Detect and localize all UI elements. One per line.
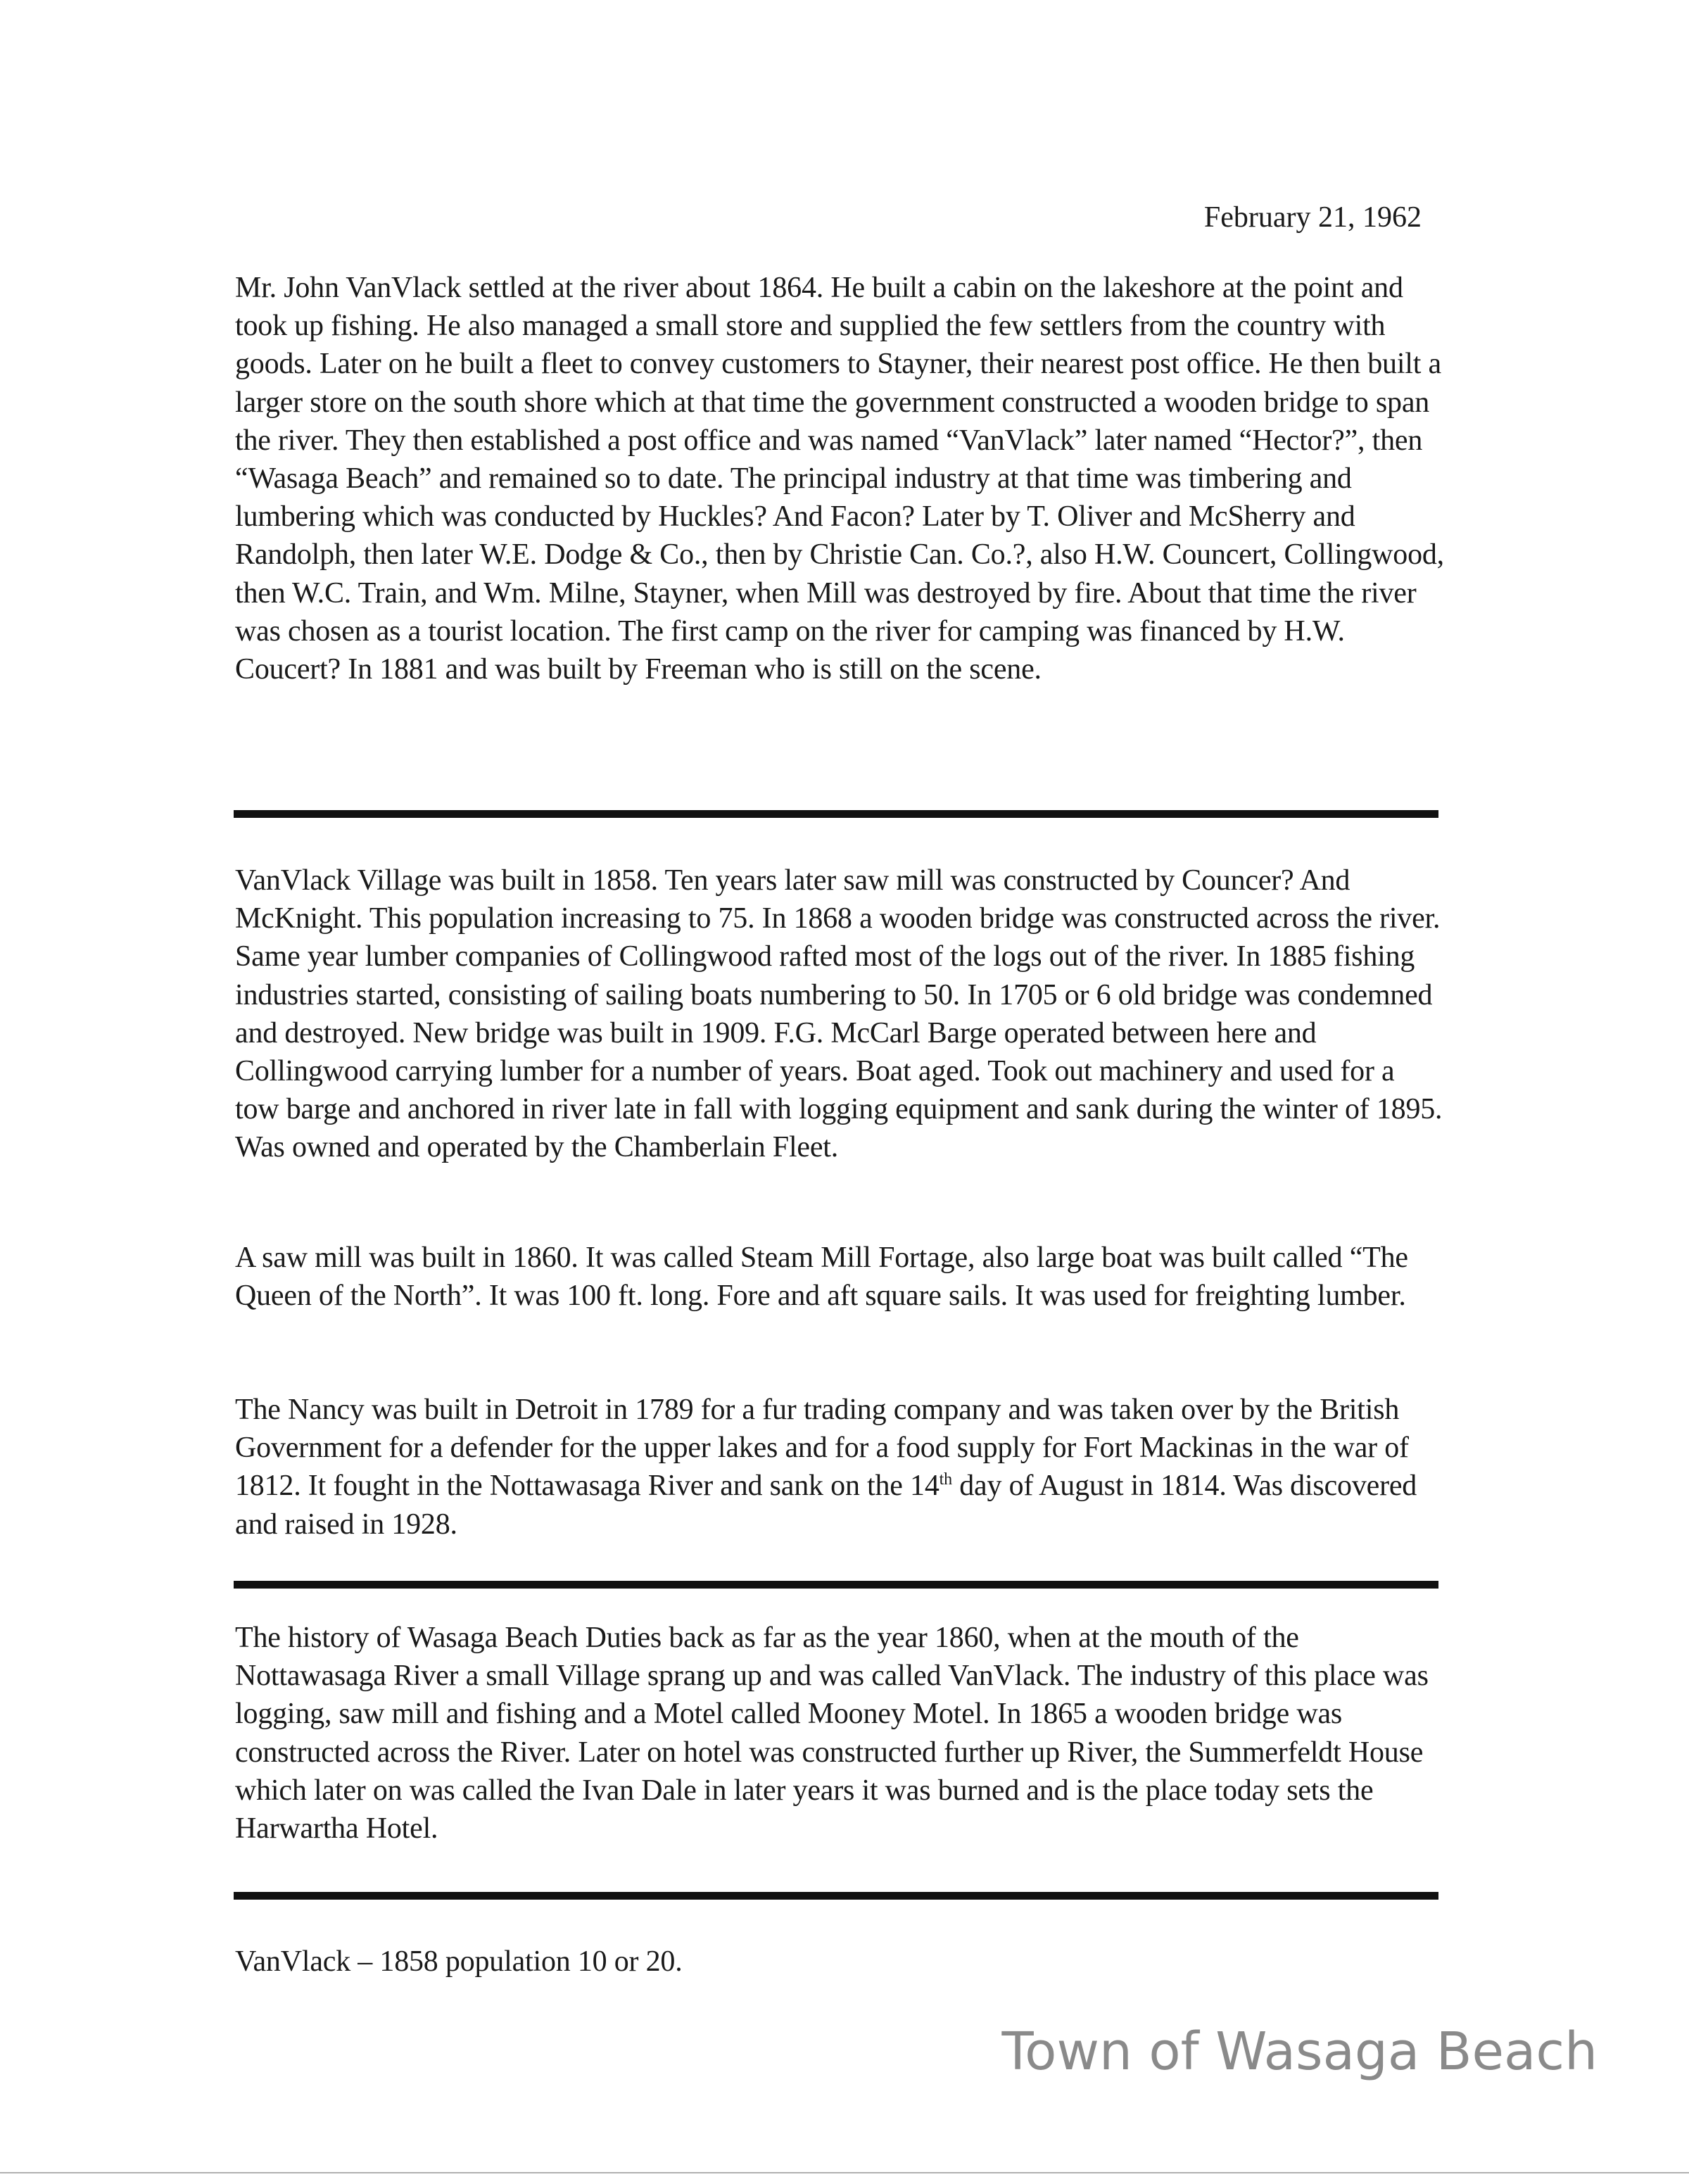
paragraph-vanvlack-settlement: Mr. John VanVlack settled at the river about 1864. He built a cabin on the lakeshore at the point and took up fishing. He also managed a small store and supplied the few settlers from the country with goods. Later on he built a fleet to convey customers to Stayner, their nearest post office. He then built a larger store on the south shore which at that time the government constructed a wooden bridge to span the river. They then established a post office and was named “VanVlack” later named “Hector?”, then “Wasaga Beach” and remained so to date. The principal industry at that time was timbering and lumbering which was conducted by Huckles? And Facon? Later by T. Oliver and McSherry and Randolph, then later W.E. Dodge & Co., then by Christie Can. Co.?, also H.W. Councert, Collingwood, then W.C. Train, and Wm. Milne, Stayner, when Mill was destroyed by fire. About that time the river was chosen as a tourist location. The first camp on the river for camping was financed by H.W. Coucert? In 1881 and was built by Freeman who is still on the scene. <box>235 272 1444 686</box>
document-date: February 21, 1962 <box>1203 201 1422 234</box>
paragraph-history: The history of Wasaga Beach Duties back as far as the year 1860, when at the mouth of the Nottawasaga River a small Village sprang up and was called VanVlack. The industry of this place was logging, saw mill and fishing and a Motel called Mooney Motel. In 1865 a wooden bridge was constructed across the River. Later on hotel was constructed further up River, the Summerfeldt House which later on was called the Ivan Dale in later years it was burned and is the place today sets the Harwartha Hotel. <box>235 1622 1429 1845</box>
page-bottom-edge <box>0 2172 1689 2173</box>
paragraph-vanvlack-village: VanVlack Village was built in 1858. Ten years later saw mill was constructed by Councer? And McKnight. This population increasing to 75. In 1868 a wooden bridge was constructed across the river. Same year lumber companies of Collingwood rafted most of the logs out of the river. In 1885 fishing industries started, consisting of sailing boats numbering to 50. In 1705 or 6 old bridge was condemned and destroyed. New bridge was built in 1909. F.G. McCarl Barge operated between here and Collingwood carrying lumber for a number of years. Boat aged. Took out machinery and used for a tow barge and anchored in river late in fall with logging equipment and sank during the winter of 1895. Was owned and operated by the Chamberlain Fleet. <box>235 864 1443 1164</box>
watermark-text: Town of Wasaga Beach <box>1001 2021 1598 2082</box>
ordinal-suffix: th <box>939 1470 952 1489</box>
paragraph-population: VanVlack – 1858 population 10 or 20. <box>235 1945 683 1978</box>
paragraph-nancy-text-start: The Nancy was built in Detroit in 1789 for a fur trading company and was taken over by the British Government for a defender for the upper lakes and for a food supply for Fort Mackinas in the war of 1812. It fought in the Nottawasaga River and sank on the 14 <box>235 1394 1409 1503</box>
paragraph-saw-mill: A saw mill was built in 1860. It was called Steam Mill Fortage, also large boat was built called “The Queen of the North”. It was 100 ft. long. Fore and aft square sails. It was used for freighting lumber. <box>235 1242 1408 1313</box>
paragraph-nancy-text-end: day of August in 1814. Was discovered and raised in 1928. <box>235 1470 1417 1541</box>
paragraph-nancy <box>235 1391 1446 1544</box>
section-divider <box>234 810 1438 818</box>
section-divider <box>234 1892 1438 1900</box>
section-divider <box>234 1581 1438 1589</box>
